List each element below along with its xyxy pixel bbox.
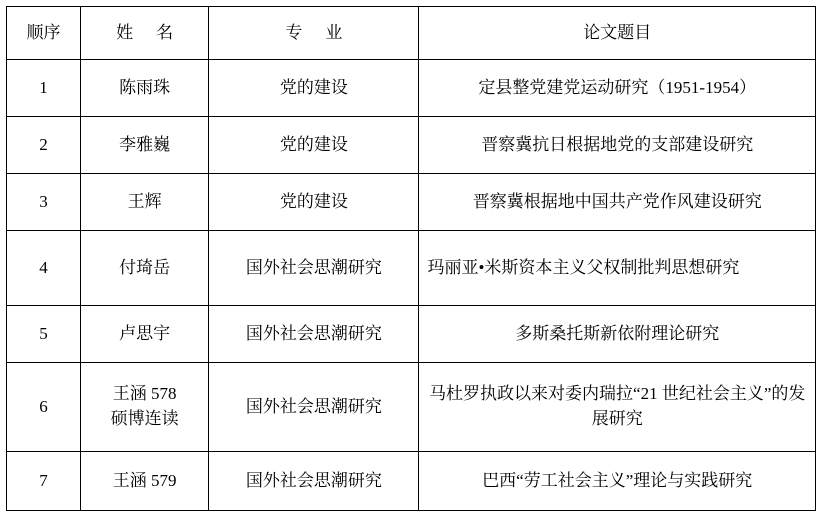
cell-title: 巴西“劳工社会主义”理论与实践研究 bbox=[419, 452, 816, 511]
cell-index: 2 bbox=[7, 117, 81, 174]
cell-name-lines bbox=[89, 382, 200, 431]
cell-name: 卢思宇 bbox=[81, 306, 209, 363]
table-row bbox=[7, 60, 816, 117]
table-row bbox=[7, 306, 816, 363]
cell-name: 王辉 bbox=[81, 174, 209, 231]
cell-major: 国外社会思潮研究 bbox=[209, 452, 419, 511]
cell-name: 王涵 579 bbox=[81, 452, 209, 511]
column-header-name-text: 姓 名 bbox=[116, 22, 183, 42]
column-header-major bbox=[209, 7, 419, 60]
cell-index: 4 bbox=[7, 231, 81, 306]
column-header-major-text: 专 业 bbox=[285, 22, 352, 42]
cell-title: 晋察冀抗日根据地党的支部建设研究 bbox=[419, 117, 816, 174]
cell-major: 国外社会思潮研究 bbox=[209, 306, 419, 363]
column-header-name bbox=[81, 7, 209, 60]
cell-major: 国外社会思潮研究 bbox=[209, 363, 419, 452]
cell-major: 国外社会思潮研究 bbox=[209, 231, 419, 306]
cell-title: 晋察冀根据地中国共产党作风建设研究 bbox=[419, 174, 816, 231]
cell-name: 付琦岳 bbox=[81, 231, 209, 306]
document-page bbox=[0, 6, 823, 504]
cell-name bbox=[81, 363, 209, 452]
column-header-title: 论文题目 bbox=[419, 7, 816, 60]
table-row bbox=[7, 117, 816, 174]
cell-index: 7 bbox=[7, 452, 81, 511]
column-header-index: 顺序 bbox=[7, 7, 81, 60]
cell-name-line-1: 王涵 578 bbox=[112, 384, 177, 404]
cell-major: 党的建设 bbox=[209, 60, 419, 117]
table-row bbox=[7, 452, 816, 511]
cell-title: 定县整党建党运动研究（1951-1954） bbox=[419, 60, 816, 117]
cell-major: 党的建设 bbox=[209, 174, 419, 231]
cell-index: 6 bbox=[7, 363, 81, 452]
cell-name-line-2: 硕博连读 bbox=[110, 409, 179, 428]
thesis-table bbox=[6, 6, 816, 511]
cell-index: 5 bbox=[7, 306, 81, 363]
cell-index: 3 bbox=[7, 174, 81, 231]
cell-index: 1 bbox=[7, 60, 81, 117]
cell-major: 党的建设 bbox=[209, 117, 419, 174]
table-row bbox=[7, 231, 816, 306]
cell-title: 玛丽亚•米斯资本主义父权制批判思想研究 bbox=[419, 231, 816, 306]
table-header-row bbox=[7, 7, 816, 60]
table-row bbox=[7, 363, 816, 452]
table-row bbox=[7, 174, 816, 231]
cell-name: 陈雨珠 bbox=[81, 60, 209, 117]
cell-name: 李雅巍 bbox=[81, 117, 209, 174]
cell-title: 多斯桑托斯新依附理论研究 bbox=[419, 306, 816, 363]
cell-title: 马杜罗执政以来对委内瑞拉“21 世纪社会主义”的发展研究 bbox=[419, 363, 816, 452]
